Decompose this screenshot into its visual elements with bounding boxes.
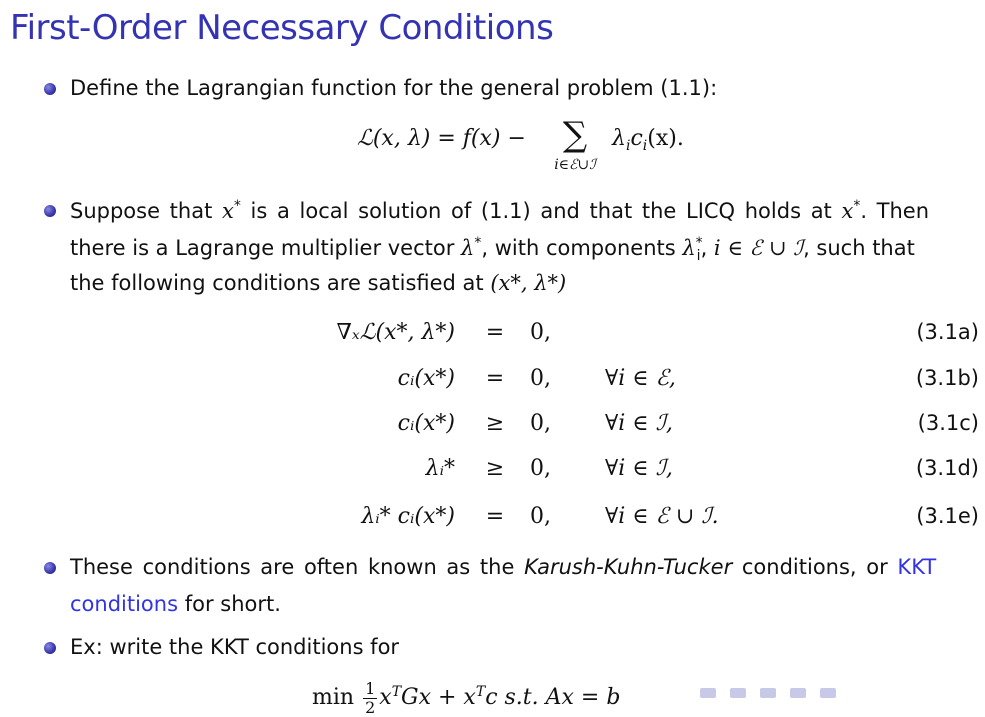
kkt-relation: ≥ — [485, 411, 505, 436]
kkt-lhs: ∇ₓℒ(x*, λ*) — [336, 320, 455, 345]
bullet-text-exercise: Ex: write the KKT conditions for — [70, 635, 400, 659]
sum-symbol: ∑ — [562, 115, 588, 155]
kkt-rhs: 0, — [530, 411, 551, 436]
kkt-lhs: cᵢ(x*) — [397, 411, 455, 436]
bullet-marker — [44, 642, 56, 654]
kkt-condition: ∀i ∈ ℰ ∪ ℐ. — [605, 504, 719, 529]
index-set: i ∈ ℰ ∪ ℐ — [713, 236, 804, 260]
bullet-text-line1 — [70, 199, 929, 222]
c-sub: i — [642, 138, 648, 154]
kkt-lhs: cᵢ(x*) — [397, 366, 455, 391]
lambda-sub: i — [625, 138, 631, 154]
kkt-relation: = — [485, 504, 505, 529]
nav-section-icon[interactable] — [760, 688, 776, 698]
kkt-row — [0, 320, 985, 350]
kkt-row — [0, 366, 985, 396]
min-operator: min — [312, 685, 355, 711]
kkt-row — [0, 504, 985, 534]
navigation-icons[interactable] — [700, 688, 836, 700]
kkt-lhs: λᵢ* cᵢ(x*) — [361, 504, 455, 529]
equation-tag: (3.1b) — [915, 366, 979, 390]
bullet-text-kkt-line1 — [70, 557, 936, 578]
kkt-condition: ∀i ∈ ℐ, — [605, 411, 673, 436]
expr-part: x — [379, 685, 392, 711]
sum-index: i∈ℰ∪ℐ — [554, 157, 596, 173]
karush-kuhn-tucker-text: Karush-Kuhn-Tucker — [524, 555, 733, 579]
star-sup: * — [695, 235, 703, 251]
nav-frame-icon[interactable] — [730, 688, 746, 698]
text-fragment: , such that — [803, 236, 915, 260]
half-fraction — [363, 680, 377, 716]
lagrangian-term — [612, 126, 684, 154]
text-fragment: . Then — [860, 199, 930, 223]
x-symbol: x — [222, 199, 234, 223]
kkt-condition: ∀i ∈ ℐ, — [605, 456, 673, 481]
text-fragment: conditions, or — [732, 555, 898, 579]
star-sup: * — [474, 235, 482, 251]
transpose-sup: T — [475, 684, 486, 701]
text-fragment: Suppose that — [70, 199, 223, 223]
kkt-lhs: λᵢ* — [425, 456, 455, 481]
expr-part: Gx + x — [401, 685, 476, 711]
bullet-text-line3 — [70, 273, 566, 294]
text-fragment: , with components — [481, 236, 683, 260]
text-fragment: is a local solution of (1.1) and that the LICQ holds at — [240, 199, 842, 223]
slide-title: First-Order Necessary Conditions — [10, 8, 554, 48]
nav-next-icon[interactable] — [820, 688, 836, 698]
kkt-relation: ≥ — [485, 456, 505, 481]
nav-prev-icon[interactable] — [700, 688, 716, 698]
kkt-rhs: 0, — [530, 456, 551, 481]
i-sub: i — [696, 248, 701, 264]
fraction-denominator: 2 — [365, 697, 376, 717]
c-symbol: c — [630, 126, 643, 151]
kkt-rhs: 0, — [530, 504, 551, 529]
kkt-condition: ∀i ∈ ℰ, — [605, 366, 676, 391]
equation-tag: (3.1d) — [915, 456, 979, 480]
lagrangian-lhs: ℒ(x, λ) = f(x) − — [357, 126, 526, 151]
equation-tag: (3.1a) — [916, 320, 979, 344]
lambda-symbol: λ — [461, 236, 475, 260]
text-fragment: there is a Lagrange multiplier vector — [70, 236, 462, 260]
lambda-symbol: λ — [682, 236, 696, 260]
text-fragment: These conditions are often known as the — [70, 555, 525, 579]
bullet-text-lagrangian-intro: Define the Lagrangian function for the general problem (1.1): — [70, 76, 718, 100]
exercise-equation — [312, 680, 620, 716]
kkt-row — [0, 411, 985, 441]
term-arg: (x). — [647, 126, 684, 151]
kkt-rhs: 0, — [530, 320, 551, 345]
text-fragment: , — [700, 236, 714, 260]
kkt-rhs: 0, — [530, 366, 551, 391]
summation — [540, 115, 610, 173]
text-fragment: the following conditions are satisfied at — [70, 271, 491, 295]
star-sup: * — [853, 198, 861, 214]
nav-subsection-icon[interactable] — [790, 688, 806, 698]
bullet-marker — [44, 562, 56, 574]
bullet-text-kkt-line2 — [70, 594, 281, 615]
lambda-symbol: λ — [612, 126, 626, 151]
star-sup: * — [233, 198, 241, 214]
text-fragment: for short. — [178, 592, 281, 616]
bullet-marker — [44, 83, 56, 95]
conditions-link[interactable]: conditions — [70, 592, 179, 616]
bullet-text-line2 — [70, 236, 915, 263]
equation-tag: (3.1e) — [916, 504, 979, 528]
bullet-marker — [44, 205, 56, 217]
kkt-relation: = — [485, 366, 505, 391]
transpose-sup: T — [391, 684, 402, 701]
kkt-link[interactable]: KKT — [897, 555, 937, 579]
kkt-row — [0, 456, 985, 486]
fraction-numerator: 1 — [365, 679, 376, 698]
expr-part: c s.t. Ax = b — [485, 685, 621, 711]
kkt-point: (x*, λ*) — [490, 271, 567, 295]
kkt-relation: = — [485, 320, 505, 345]
equation-tag: (3.1c) — [917, 411, 979, 435]
x-symbol: x — [841, 199, 854, 223]
